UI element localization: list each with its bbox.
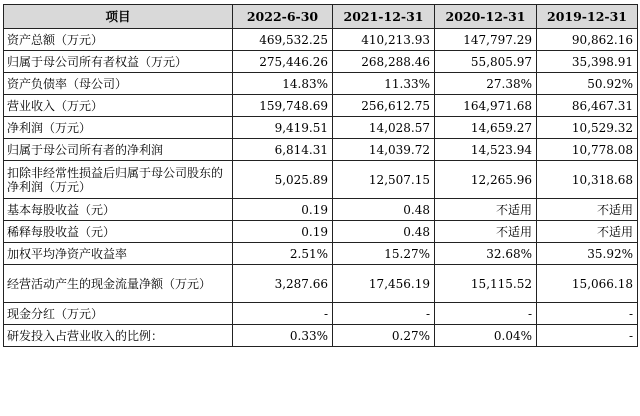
row-label: 归属于母公司所有者权益（万元） [4, 51, 233, 73]
cell-value: 35,398.91 [537, 51, 638, 73]
cell-value: 9,419.51 [233, 117, 333, 139]
row-label: 净利润（万元） [4, 117, 233, 139]
cell-value: 14,028.57 [333, 117, 435, 139]
cell-value: 35.92% [537, 243, 638, 265]
financial-table-container [3, 4, 637, 347]
cell-value: 55,805.97 [435, 51, 537, 73]
cell-value: 275,446.26 [233, 51, 333, 73]
cell-value: - [537, 325, 638, 347]
row-label: 稀释每股收益（元） [4, 221, 233, 243]
cell-value: 14,523.94 [435, 139, 537, 161]
header-2021-12-31: 2021-12-31 [333, 5, 435, 29]
header-row [4, 5, 638, 29]
cell-value: 14,659.27 [435, 117, 537, 139]
cell-value: 10,778.08 [537, 139, 638, 161]
cell-value: 12,507.15 [333, 161, 435, 199]
cell-value: 12,265.96 [435, 161, 537, 199]
row-label: 资产负债率（母公司） [4, 73, 233, 95]
cell-value: 3,287.66 [233, 265, 333, 303]
row-label: 资产总额（万元） [4, 29, 233, 51]
cell-value: 11.33% [333, 73, 435, 95]
header-item: 项目 [4, 5, 233, 29]
table-row [4, 29, 638, 51]
row-label: 营业收入（万元） [4, 95, 233, 117]
cell-value: 2.51% [233, 243, 333, 265]
cell-value: 256,612.75 [333, 95, 435, 117]
cell-value: 469,532.25 [233, 29, 333, 51]
header-2020-12-31: 2020-12-31 [435, 5, 537, 29]
table-header [4, 5, 638, 29]
cell-value: 0.27% [333, 325, 435, 347]
table-row [4, 51, 638, 73]
cell-value: 15.27% [333, 243, 435, 265]
row-label: 基本每股收益（元） [4, 199, 233, 221]
cell-value: 0.48 [333, 221, 435, 243]
cell-value: - [537, 303, 638, 325]
cell-value: 17,456.19 [333, 265, 435, 303]
cell-value: 32.68% [435, 243, 537, 265]
cell-value: - [435, 303, 537, 325]
row-label: 归属于母公司所有者的净利润 [4, 139, 233, 161]
cell-value: 14,039.72 [333, 139, 435, 161]
cell-value: 不适用 [537, 199, 638, 221]
cell-value: 不适用 [435, 221, 537, 243]
cell-value: 不适用 [435, 199, 537, 221]
row-label: 现金分红（万元） [4, 303, 233, 325]
table-row [4, 161, 638, 199]
table-row [4, 199, 638, 221]
header-2022-6-30: 2022-6-30 [233, 5, 333, 29]
table-row [4, 221, 638, 243]
cell-value: 6,814.31 [233, 139, 333, 161]
table-row [4, 265, 638, 303]
cell-value: 5,025.89 [233, 161, 333, 199]
cell-value: - [333, 303, 435, 325]
cell-value: 86,467.31 [537, 95, 638, 117]
cell-value: 0.19 [233, 199, 333, 221]
cell-value: 147,797.29 [435, 29, 537, 51]
row-label: 扣除非经常性损益后归属于母公司股东的净利润（万元） [4, 161, 233, 199]
cell-value: 27.38% [435, 73, 537, 95]
table-row [4, 139, 638, 161]
cell-value: 268,288.46 [333, 51, 435, 73]
cell-value: 164,971.68 [435, 95, 537, 117]
cell-value: 10,529.32 [537, 117, 638, 139]
cell-value: 不适用 [537, 221, 638, 243]
cell-value: 0.19 [233, 221, 333, 243]
cell-value: - [233, 303, 333, 325]
row-label: 研发投入占营业收入的比例： [4, 325, 233, 347]
table-row [4, 117, 638, 139]
row-label: 加权平均净资产收益率 [4, 243, 233, 265]
cell-value: 159,748.69 [233, 95, 333, 117]
cell-value: 0.33% [233, 325, 333, 347]
cell-value: 410,213.93 [333, 29, 435, 51]
table-row [4, 243, 638, 265]
table-row [4, 325, 638, 347]
cell-value: 14.83% [233, 73, 333, 95]
row-label: 经营活动产生的现金流量净额（万元） [4, 265, 233, 303]
table-body [4, 29, 638, 347]
table-row [4, 73, 638, 95]
cell-value: 15,115.52 [435, 265, 537, 303]
cell-value: 15,066.18 [537, 265, 638, 303]
cell-value: 0.48 [333, 199, 435, 221]
cell-value: 90,862.16 [537, 29, 638, 51]
table-row [4, 303, 638, 325]
cell-value: 50.92% [537, 73, 638, 95]
cell-value: 0.04% [435, 325, 537, 347]
cell-value: 10,318.68 [537, 161, 638, 199]
table-row [4, 95, 638, 117]
header-2019-12-31: 2019-12-31 [537, 5, 638, 29]
financial-summary-table [3, 4, 638, 347]
